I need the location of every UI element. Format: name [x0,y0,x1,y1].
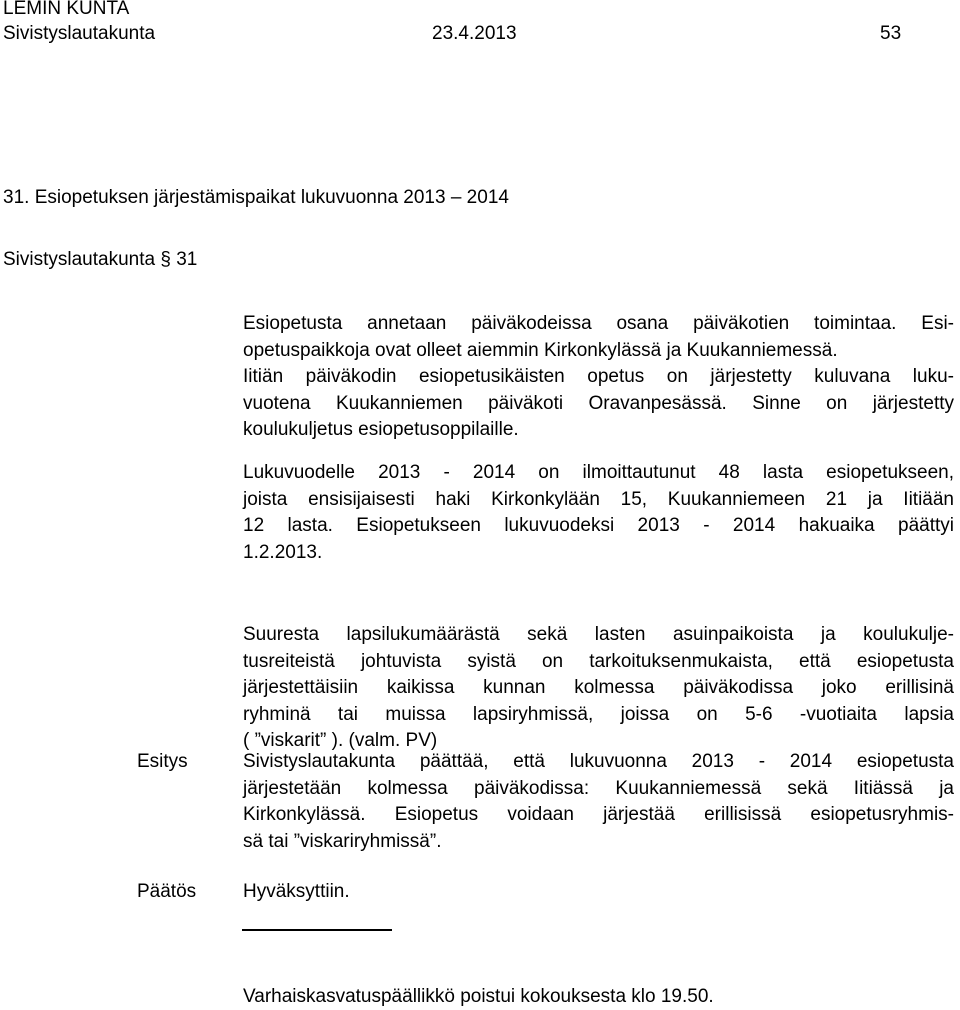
paragraph-1 [243,311,954,444]
paragraph-line: ryhminä tai muissa lapsiryhmissä, joissa on 5-6 -vuotiaita lapsia [243,703,954,725]
paragraph-2 [243,460,954,566]
paragraph-line: Iitiän päiväkodin esiopetusikäisten opetus on järjestetty kuluvana luku- [243,366,954,387]
separator-rule [242,929,392,931]
paragraph-line: järjestettäisiin kaikissa kunnan kolmessa päiväkodissa joko erillisinä [243,677,954,698]
section-reference: Sivistyslautakunta § 31 [3,249,198,270]
page-number: 53 [880,23,902,44]
paragraph-line: Esiopetusta annetaan päiväkodeissa osana päiväkotien toimintaa. Esi- [243,313,954,334]
paragraph-line: koulukuljetus esiopetusoppilaille. [243,419,519,440]
board-name: Sivistyslautakunta [3,23,156,44]
paragraph-line: ( ”viskarit” ). (valm. PV) [243,730,438,751]
decision-label: Päätös [137,881,197,902]
decision-text [243,879,954,906]
paragraph-line: 1.2.2013. [243,541,323,563]
paragraph-line: Suuresta lapsilukumäärästä sekä lasten asuinpaikoista ja koulukulje- [243,624,954,645]
paragraph-line: opetuspaikkoja ovat olleet aiemmin Kirkonkylässä ja Kuukanniemessä. [243,339,838,361]
paragraph-line: Kirkonkylässä. Esiopetus voidaan järjestää erillisissä esiopetusryhmis- [243,804,954,825]
paragraph-line: sä tai ”viskariryhmissä”. [243,830,442,852]
paragraph-line: vuotena Kuukanniemen päiväkoti Oravanpesässä. Sinne on järjestetty [243,392,954,414]
paragraph-3 [243,622,954,755]
paragraph-line: joista ensisijaisesti haki Kirkonkylään 15, Kuukanniemeen 21 ja Iitiään [243,488,954,510]
paragraph-line: 12 lasta. Esiopetukseen lukuvuodeksi 2013 - 2014 hakuaika päättyi [243,515,954,536]
section-title: 31. Esiopetuksen järjestämispaikat lukuvuonna 2013 – 2014 [3,187,509,208]
meeting-date: 23.4.2013 [432,23,517,44]
proposal-text [243,749,954,855]
meeting-note: Varhaiskasvatuspäällikkö poistui kokouksesta klo 19.50. [243,986,714,1007]
paragraph-line: Sivistyslautakunta päättää, että lukuvuonna 2013 - 2014 esiopetusta [243,751,954,772]
proposal-label: Esitys [137,751,188,772]
paragraph-line: Lukuvuodelle 2013 - 2014 on ilmoittautunut 48 lasta esiopetukseen, [243,462,954,483]
paragraph-line: Hyväksyttiin. [243,881,350,902]
paragraph-line: tusreiteistä johtuvista syistä on tarkoituksenmukaista, että esiopetusta [243,650,954,672]
municipality-name: LEMIN KUNTA [3,0,130,19]
paragraph-line: järjestetään kolmessa päiväkodissa: Kuukanniemessä sekä Iitiässä ja [243,777,954,799]
